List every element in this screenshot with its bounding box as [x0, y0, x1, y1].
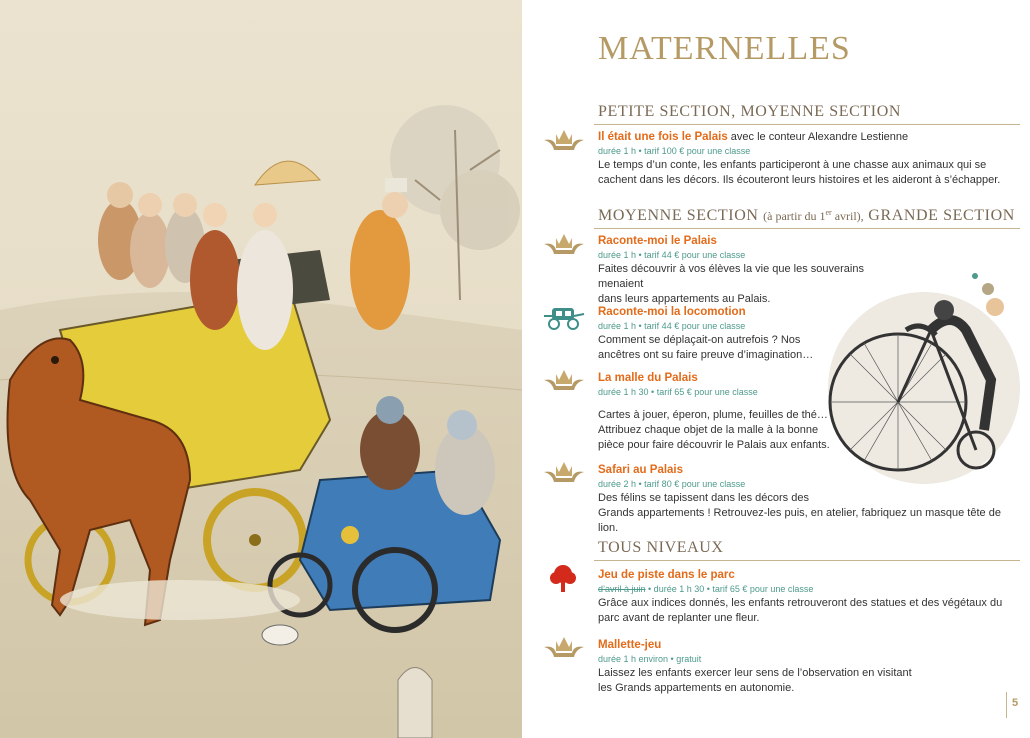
- activity-desc-line: Le temps d’un conte, les enfants participeront à une chasse aux animaux qui se: [598, 159, 987, 171]
- decorative-dot: [972, 273, 978, 279]
- activity-title: Il était une fois le Palais: [598, 131, 728, 143]
- activity-title: La malle du Palais: [598, 372, 698, 384]
- activity-desc-line: Cartes à jouer, éperon, plume, feuilles de thé…: [598, 409, 828, 421]
- section-divider: [594, 124, 1020, 125]
- activity-desc-line: Laissez les enfants exercer leur sens de l’observation en visitant: [598, 667, 912, 679]
- section-heading-petite-moyenne: PETITE SECTION, MOYENNE SECTION: [598, 103, 902, 120]
- activity-desc-line: Grands appartements ! Retrouvez-les puis, en atelier, fabriquez un masque tête de lion.: [598, 507, 1001, 534]
- activity-jeu-de-piste: [598, 568, 1018, 626]
- activity-title: Raconte-moi le Palais: [598, 235, 717, 247]
- activity-meta: durée 1 h environ • gratuit: [598, 654, 702, 664]
- activity-desc-line: Comment se déplaçait-on autrefois ? Nos: [598, 334, 801, 346]
- activity-meta: durée 2 h • tarif 80 € pour une classe: [598, 479, 746, 489]
- activity-desc-line: parc avant de replanter une fleur.: [598, 612, 760, 624]
- activity-meta: durée 1 h 30 • tarif 65 € pour une classe: [598, 387, 758, 397]
- page-number: 5: [1012, 697, 1019, 709]
- activity-desc-line: Attribuez chaque objet de la malle à la bonne: [598, 424, 819, 436]
- crown-icon: [542, 230, 586, 256]
- activity-il-etait-une-fois: [598, 130, 1018, 188]
- activity-desc-line: cachent dans les décors. Ils écouteront leurs histoires et les aideront à s’échapper.: [598, 174, 1001, 186]
- page-title: MATERNELLES: [598, 30, 851, 67]
- decorative-dot: [982, 283, 994, 295]
- activity-desc-line: Grâce aux indices donnés, les enfants retrouveront des statues et des végétaux du: [598, 597, 1003, 609]
- section-divider: [594, 560, 1020, 561]
- activity-meta: durée 1 h • tarif 44 € pour une classe: [598, 321, 746, 331]
- activity-desc-line: Faites découvrir à vos élèves la vie que les souverains menaient: [598, 263, 864, 290]
- crown-icon: [542, 458, 586, 484]
- heading-note-pre: (à partir du 1: [763, 209, 826, 223]
- page-number-divider: [1006, 692, 1007, 718]
- section-heading-moyenne-grande: [598, 207, 1015, 225]
- crown-icon: [542, 366, 586, 392]
- activity-meta-strike: d’avril à juin: [598, 584, 646, 594]
- crown-icon: [542, 633, 586, 659]
- section-heading-end: GRANDE SECTION: [868, 207, 1015, 224]
- activity-title: Mallette-jeu: [598, 639, 662, 651]
- activity-title: Safari au Palais: [598, 464, 684, 476]
- activity-title: Raconte-moi la locomotion: [598, 306, 746, 318]
- activity-desc-line: ancêtres ont su faire preuve d’imagination…: [598, 349, 814, 361]
- activity-title: Jeu de piste dans le parc: [598, 569, 735, 581]
- activity-meta: durée 1 h • tarif 100 € pour une classe: [598, 146, 751, 156]
- section-heading-note: [763, 209, 864, 223]
- carriage-icon: [542, 304, 586, 330]
- heading-note-post: avril),: [831, 209, 864, 223]
- section-divider: [594, 228, 1020, 229]
- heading-note-sup: er: [825, 208, 832, 217]
- crown-icon: [542, 126, 586, 152]
- activity-desc-line: les Grands appartements en autonomie.: [598, 682, 795, 694]
- activity-mallette-jeu: [598, 638, 1018, 696]
- section-heading-main: MOYENNE SECTION: [598, 207, 759, 224]
- activity-desc-line: dans leurs appartements au Palais.: [598, 293, 771, 305]
- activity-title-suffix: avec le conteur Alexandre Lestienne: [727, 131, 909, 143]
- activity-meta: durée 1 h • tarif 44 € pour une classe: [598, 250, 746, 260]
- content-panel: [522, 0, 1030, 738]
- decorative-dot: [986, 298, 1004, 316]
- tree-icon: [548, 563, 578, 593]
- activity-desc-line: pièce pour faire découvrir le Palais aux enfants.: [598, 439, 830, 451]
- penny-farthing-illustration: [826, 290, 1022, 486]
- section-heading-tous-niveaux: TOUS NIVEAUX: [598, 539, 724, 556]
- activity-meta-rest: • durée 1 h 30 • tarif 65 € pour une classe: [645, 584, 814, 594]
- activity-desc-line: Des félins se tapissent dans les décors des: [598, 492, 809, 504]
- activity-meta: [598, 583, 1018, 596]
